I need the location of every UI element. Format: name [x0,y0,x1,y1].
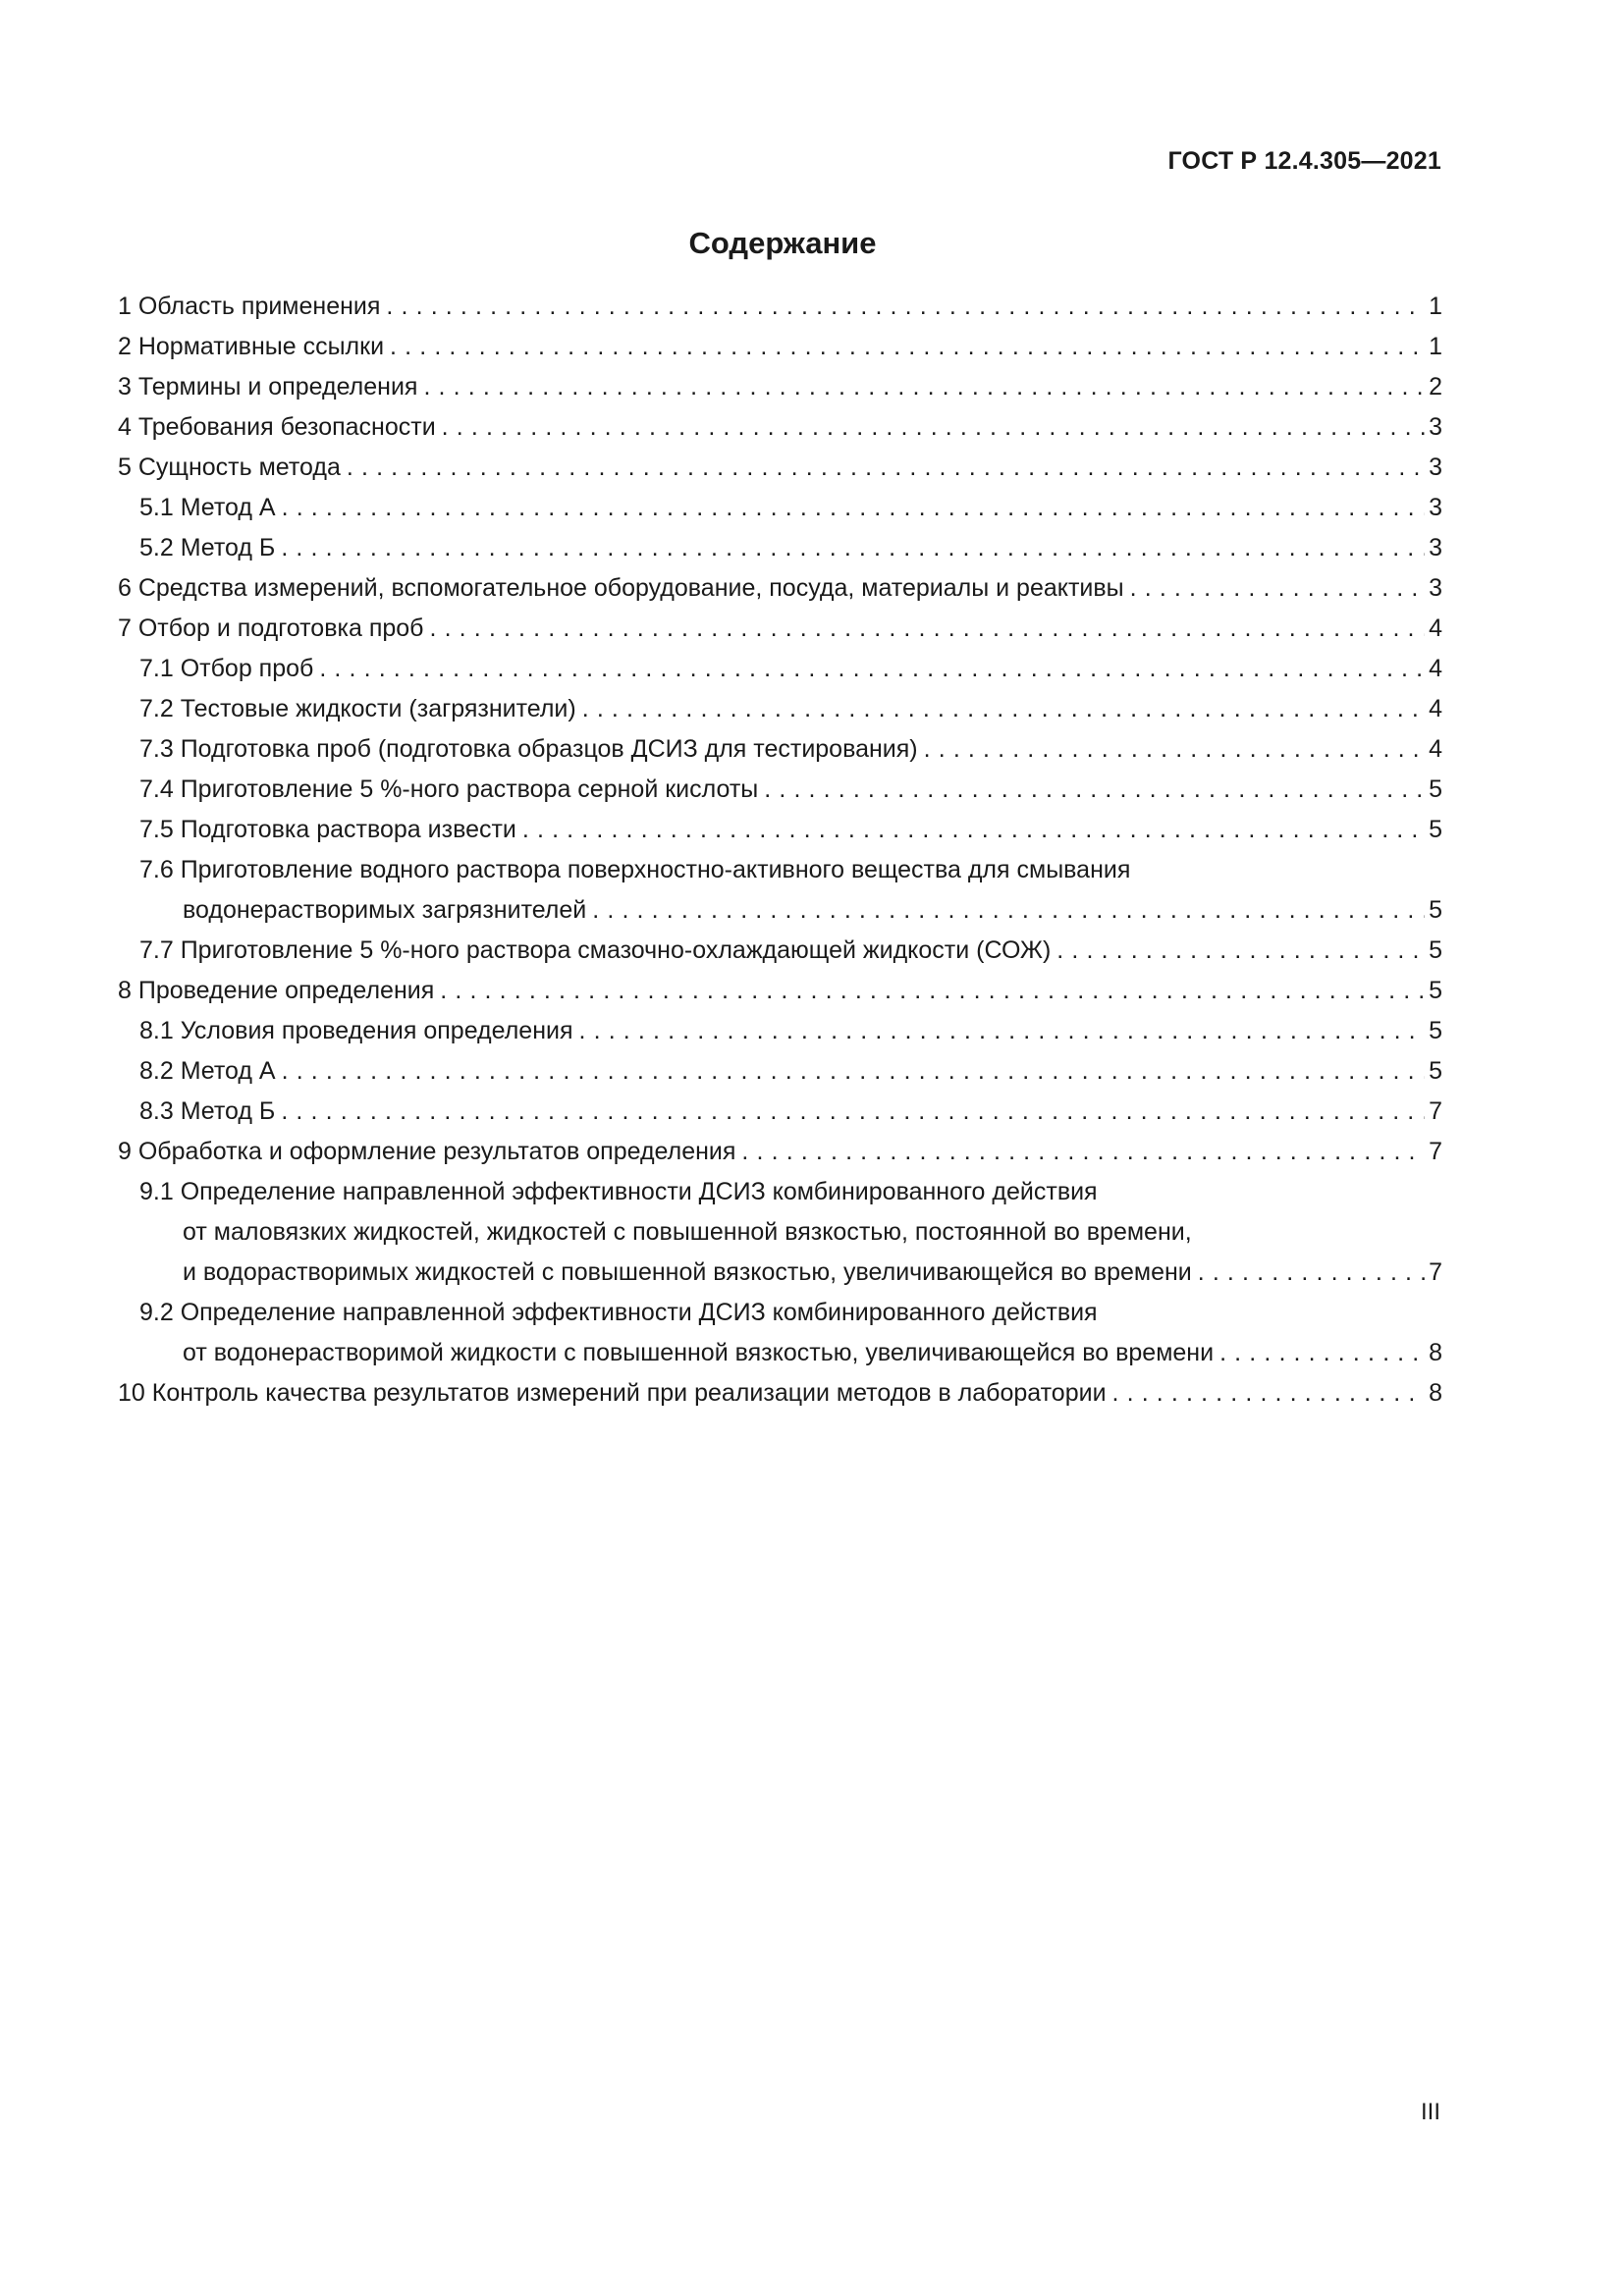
toc-entry-text: 7.5 Подготовка раствора извести [139,816,516,843]
toc-entry-page: 1 [1429,333,1442,360]
toc-entry-page: 5 [1429,816,1442,843]
toc-entry[interactable] [118,488,1442,528]
toc-entry-page: 4 [1429,655,1442,682]
dot-leader [1219,1333,1425,1373]
toc-entry[interactable] [118,407,1442,448]
toc-entry-text: 4 Требования безопасности [118,413,436,441]
toc-entry[interactable] [118,448,1442,488]
toc-entry-text: 7.1 Отбор проб [139,655,314,682]
toc-entry-text: 7.7 Приготовление 5 %-ного раствора смазочно-охлаждающей жидкости (СОЖ) [139,936,1052,964]
dot-leader [390,327,1425,367]
toc-entry-text: 7.2 Тестовые жидкости (загрязнители) [139,695,576,722]
toc-entry-text: 5.1 Метод А [139,494,276,521]
toc-entry[interactable] [118,1092,1442,1132]
dot-leader [440,971,1425,1011]
toc-entry[interactable] [118,729,1442,770]
toc-entry[interactable] [118,1293,1442,1373]
toc-entry-text: 7.6 Приготовление водного раствора поверхностно-активного вещества для смывания [139,856,1131,883]
toc-entry-text: 1 Область применения [118,293,381,320]
toc-entry[interactable] [118,609,1442,649]
toc-entry-page: 5 [1429,775,1442,803]
toc-entry-page: 4 [1429,735,1442,763]
toc-entry-page: 4 [1429,695,1442,722]
toc-entry-text: 10 Контроль качества результатов измерений при реализации методов в лаборатории [118,1379,1107,1407]
document-code: ГОСТ Р 12.4.305—2021 [1167,147,1441,175]
dot-leader [924,729,1425,770]
toc-entry[interactable] [118,528,1442,568]
toc-entry[interactable] [118,1172,1442,1293]
toc-entry[interactable] [118,287,1442,327]
toc-entry-page: 5 [1429,896,1442,924]
toc-entry-text: от маловязких жидкостей, жидкостей с повышенной вязкостью, постоянной во времени, [183,1218,1192,1246]
toc-entry[interactable] [118,1051,1442,1092]
toc-entry-text: от водонерастворимой жидкости с повышенной вязкостью, увеличивающейся во времени [183,1339,1215,1366]
toc-entry-page: 5 [1429,977,1442,1004]
toc-entry-page: 2 [1429,373,1442,400]
toc-entry[interactable] [118,1373,1442,1414]
dot-leader [582,689,1425,729]
toc-entry-text: 5.2 Метод Б [139,534,276,561]
toc-entry-text: 9.1 Определение направленной эффективности ДСИЗ комбинированного действия [139,1178,1098,1205]
toc-entry-page: 7 [1429,1097,1442,1125]
toc-entry-text: 9 Обработка и оформление результатов определения [118,1138,736,1165]
toc-entry[interactable] [118,850,1442,931]
toc-entry-page: 7 [1429,1138,1442,1165]
dot-leader [1198,1253,1425,1293]
toc-entry[interactable] [118,770,1442,810]
toc-entry-page: 3 [1429,413,1442,441]
toc-entry-page: 8 [1429,1379,1442,1407]
dot-leader [347,448,1425,488]
toc-entry[interactable] [118,689,1442,729]
toc-entry-text: и водорастворимых жидкостей с повышенной вязкостью, увеличивающейся во времени [183,1258,1192,1286]
toc-entry-text: 8.2 Метод А [139,1057,276,1085]
toc-entry[interactable] [118,649,1442,689]
toc-entry-page: 3 [1429,534,1442,561]
dot-leader [1130,568,1425,609]
toc-entry-page: 5 [1429,1057,1442,1085]
toc-entry[interactable] [118,568,1442,609]
toc-entry[interactable] [118,931,1442,971]
dot-leader [764,770,1425,810]
toc-entry-text: 7.4 Приготовление 5 %-ного раствора серной кислоты [139,775,759,803]
dot-leader [741,1132,1425,1172]
toc-entry-page: 4 [1429,614,1442,642]
dot-leader [1056,931,1425,971]
toc-entry-page: 3 [1429,494,1442,521]
dot-leader [442,407,1425,448]
toc-entry[interactable] [118,367,1442,407]
toc-entry-page: 5 [1429,936,1442,964]
toc-entry-text: 8.1 Условия проведения определения [139,1017,573,1044]
toc-entry-text: водонерастворимых загрязнителей [183,896,587,924]
toc-entry-text: 3 Термины и определения [118,373,418,400]
dot-leader [281,1092,1425,1132]
toc-entry-page: 1 [1429,293,1442,320]
toc-entry-text: 2 Нормативные ссылки [118,333,385,360]
toc-title: Содержание [688,226,877,260]
toc-entry-page: 3 [1429,454,1442,481]
toc-entry-text: 5 Сущность метода [118,454,341,481]
table-of-contents [118,287,1442,1414]
dot-leader [423,367,1425,407]
page-number: III [1420,2099,1440,2125]
dot-leader [319,649,1425,689]
toc-entry[interactable] [118,971,1442,1011]
dot-leader [592,890,1425,931]
dot-leader [281,528,1425,568]
dot-leader [579,1011,1426,1051]
toc-entry-page: 3 [1429,574,1442,602]
dot-leader [1112,1373,1426,1414]
dot-leader [282,488,1425,528]
toc-entry-text: 8 Проведение определения [118,977,435,1004]
toc-entry-page: 5 [1429,1017,1442,1044]
toc-entry[interactable] [118,327,1442,367]
toc-entry[interactable] [118,810,1442,850]
dot-leader [386,287,1425,327]
dot-leader [430,609,1426,649]
toc-entry-text: 6 Средства измерений, вспомогательное оборудование, посуда, материалы и реактивы [118,574,1124,602]
toc-entry[interactable] [118,1011,1442,1051]
toc-entry[interactable] [118,1132,1442,1172]
toc-entry-page: 8 [1429,1339,1442,1366]
dot-leader [282,1051,1425,1092]
toc-entry-text: 7 Отбор и подготовка проб [118,614,424,642]
toc-entry-text: 9.2 Определение направленной эффективности ДСИЗ комбинированного действия [139,1299,1098,1326]
toc-entry-text: 8.3 Метод Б [139,1097,276,1125]
toc-entry-text: 7.3 Подготовка проб (подготовка образцов ДСИЗ для тестирования) [139,735,918,763]
dot-leader [522,810,1425,850]
toc-entry-page: 7 [1429,1258,1442,1286]
